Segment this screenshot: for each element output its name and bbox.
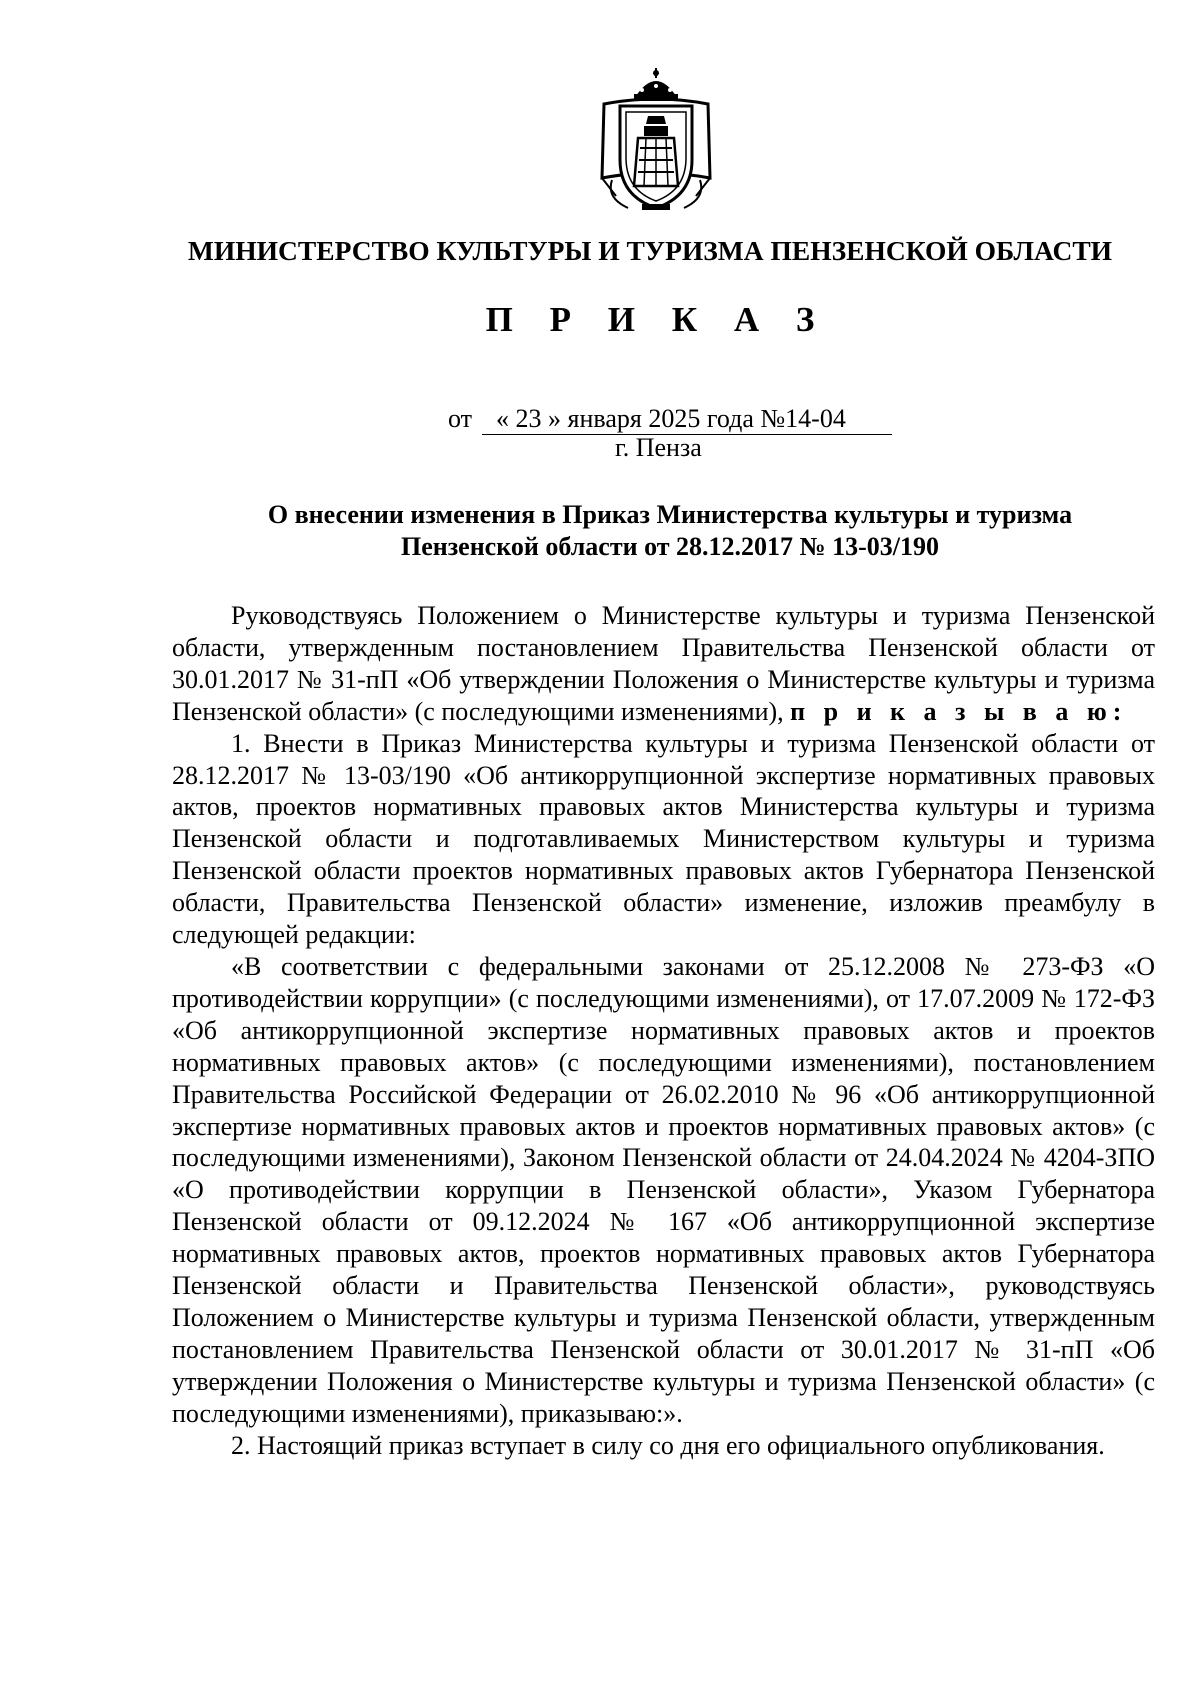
date-line — [448, 404, 892, 435]
item-2-paragraph: 2. Настоящий приказ вступает в силу со дня его официального опубликования. — [231, 1430, 1105, 1460]
document-type-title: П Р И К А З — [485, 300, 829, 339]
preamble-text: Руководствуясь Положением о Министерстве культуры и туризма Пензенской области, утвержденным постановлением Правительства Пензенской области от 30.01.2017 № 31-пП «Об утверждении Положения о Министерстве культуры и туризма Пензенской области» (с последующими изменениями), — [172, 601, 1155, 726]
subject-line-2: Пензенской области от 28.12.2017 № 13-03/190 — [400, 532, 940, 561]
order-word: п р и к а з ы в а ю: — [790, 696, 1128, 726]
date-number-field: « 23 » января 2025 года №14-04 — [482, 404, 892, 435]
city-name: г. Пенза — [615, 433, 702, 462]
item-1-paragraph: 1. Внести в Приказ Министерства культуры и туризма Пензенской области от 28.12.2017 № 13-03/190 «Об антикоррупционной экспертизе нормативных правовых актов, проектов нормативных правовых актов Министерства культуры и туризма Пензенской области и подготавливаемых Министерством культуры и туризма Пензенской области проектов нормативных правовых актов Губернатора Пензенской области, Правительства Пензенской области» изменение, изложив преамбулу в следующей редакции: — [172, 728, 1155, 950]
preamble-paragraph — [172, 600, 1155, 728]
date-prefix: от — [448, 404, 473, 433]
ministry-name: МИНИСТЕРСТВО КУЛЬТУРЫ И ТУРИЗМА ПЕНЗЕНСКОЙ ОБЛАСТИ — [187, 235, 1113, 266]
quoted-preamble-paragraph: «В соответствии с федеральными законами от 25.12.2008 № 273-ФЗ «О противодействии коррупции» (с последующими изменениями), от 17.07.2009 № 172-ФЗ «Об антикоррупционной экспертизе нормативных правовых актов и проектов нормативных правовых актов» (с последующими изменениями), постановлением Правительства Российской Федерации от 26.02.2010 № 96 «Об антикоррупционной экспертизе нормативных правовых актов и проектов нормативных правовых актов» (с последующими изменениями), Законом Пензенской области от 24.04.2024 № 4204-ЗПО «О противодействии коррупции в Пензенской области», Указом Губернатора Пензенской области от 09.12.2024 № 167 «Об антикоррупционной экспертизе нормативных правовых актов, проектов нормативных правовых актов Губернатора Пензенской области и Правительства Пензенской области», руководствуясь Положением о Министерстве культуры и туризма Пензенской области, утвержденным постановлением Правительства Пензенской области от 30.01.2017 № 31-пП «Об утверждении Положения о Министерстве культуры и туризма Пензенской области» (с последующими изменениями), приказываю:». — [172, 951, 1155, 1428]
order-body — [172, 600, 1155, 1461]
subject-line-1: О внесении изменения в Приказ Министерства культуры и туризма — [267, 500, 1073, 529]
coat-of-arms-icon — [598, 68, 714, 216]
order-subject — [170, 499, 1170, 563]
